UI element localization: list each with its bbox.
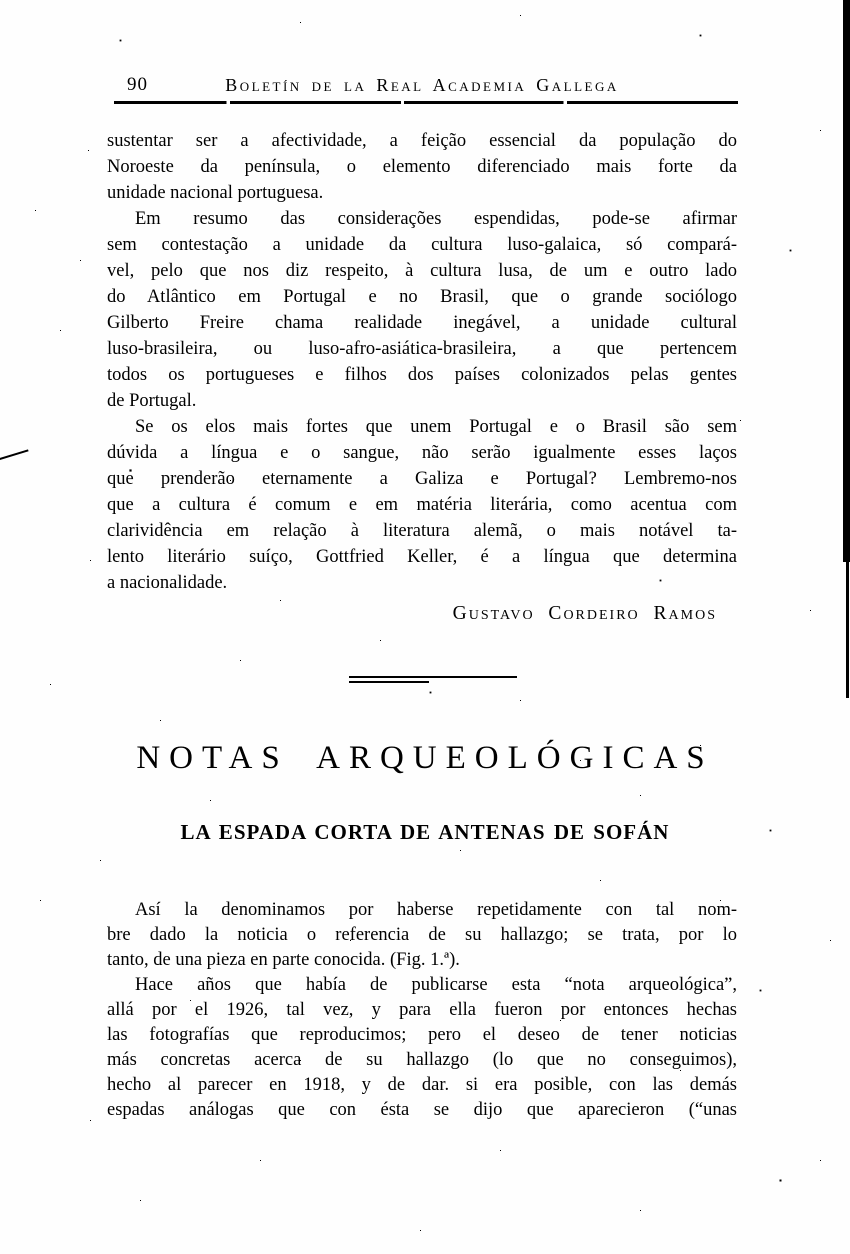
text-line: a nacionalidade. bbox=[107, 573, 228, 593]
section-heading: NOTAS ARQUEOLÓGICAS bbox=[136, 740, 714, 776]
paragraph bbox=[107, 128, 737, 206]
text-line: unidade nacional portuguesa. bbox=[107, 183, 324, 203]
text-line: Así la denominamos por haberse repetidamente con tal nom- bbox=[135, 900, 737, 920]
text-line: bre dado la noticia o referencia de su hallazgo; se trata, por lo bbox=[107, 925, 737, 945]
divider-rule-top bbox=[349, 676, 517, 678]
scan-artifact-edge-bar-thin bbox=[846, 548, 849, 698]
journal-title: Boletín de la Real Academia Gallega bbox=[225, 75, 619, 95]
article-end-text bbox=[107, 128, 737, 596]
text-line: allá por el 1926, tal vez, y para ella fueron por entonces hechas bbox=[107, 1000, 737, 1020]
article-title: LA ESPADA CORTA DE ANTENAS DE SOFÁN bbox=[180, 820, 670, 844]
text-line: las fotografías que reproducimos; pero el deseo de tener noticias bbox=[107, 1025, 737, 1045]
header-rule bbox=[114, 101, 738, 104]
paragraph bbox=[107, 206, 737, 414]
text-line: Se os elos mais fortes que unem Portugal e o Brasil são sem bbox=[135, 417, 737, 437]
text-line: lento literário suíço, Gottfried Keller, é a língua que determina bbox=[107, 547, 737, 567]
paragraph bbox=[107, 414, 737, 596]
text-line: que a cultura é comum e em matéria literária, como acentua com bbox=[107, 495, 737, 515]
text-line: sem contestação a unidade da cultura luso-galaica, só compará- bbox=[107, 235, 737, 255]
divider-rule-bottom bbox=[349, 681, 429, 683]
paragraph bbox=[107, 973, 737, 1123]
text-line: Noroeste da península, o elemento diferenciado mais forte da bbox=[107, 157, 737, 177]
scan-artifact-edge-bar bbox=[843, 0, 850, 562]
text-line: vel, pelo que nos diz respeito, à cultura lusa, de um e outro lado bbox=[107, 261, 737, 281]
scan-artifact-pen-stroke bbox=[0, 449, 29, 460]
running-head bbox=[107, 74, 737, 98]
section-divider bbox=[349, 674, 517, 684]
text-line: luso-brasileira, ou luso-afro-asiática-brasileira, a que pertencem bbox=[107, 339, 737, 359]
text-line: clarividência em relação à literatura alemã, o mais notável ta- bbox=[107, 521, 737, 541]
text-line: tanto, de una pieza en parte conocida. (Fig. 1.ª). bbox=[107, 950, 460, 970]
text-line: hecho al parecer en 1918, y de dar. si era posible, con las demás bbox=[107, 1075, 737, 1095]
page-number: 90 bbox=[127, 74, 148, 95]
text-line: espadas análogas que con ésta se dijo que aparecieron (“unas bbox=[107, 1100, 737, 1120]
text-line: dúvida a língua e o sangue, não serão igualmente esses laços bbox=[107, 443, 737, 463]
text-line: todos os portugueses e filhos dos países colonizados pelas gentes bbox=[107, 365, 737, 385]
text-line: Gilberto Freire chama realidade inegável, a unidade cultural bbox=[107, 313, 737, 333]
text-line: sustentar ser a afectividade, a feição essencial da população do bbox=[107, 131, 737, 151]
text-line: más concretas acerca de su hallazgo (lo que no conseguimos), bbox=[107, 1050, 737, 1070]
text-line: do Atlântico em Portugal e no Brasil, que o grande sociólogo bbox=[107, 287, 737, 307]
text-line: Hace años que había de publicarse esta “nota arqueológica”, bbox=[135, 975, 737, 995]
author-signature: Gustavo Cordeiro Ramos bbox=[452, 603, 717, 624]
text-line: Em resumo das considerações espendidas, pode-se afirmar bbox=[135, 209, 737, 229]
text-line: de Portugal. bbox=[107, 391, 197, 411]
text-line: que prenderão eternamente a Galiza e Portugal? Lembremo-nos bbox=[107, 469, 737, 489]
paragraph bbox=[107, 898, 737, 973]
scan-noise-speckles bbox=[0, 0, 1, 1]
article-body-text bbox=[107, 898, 737, 1123]
